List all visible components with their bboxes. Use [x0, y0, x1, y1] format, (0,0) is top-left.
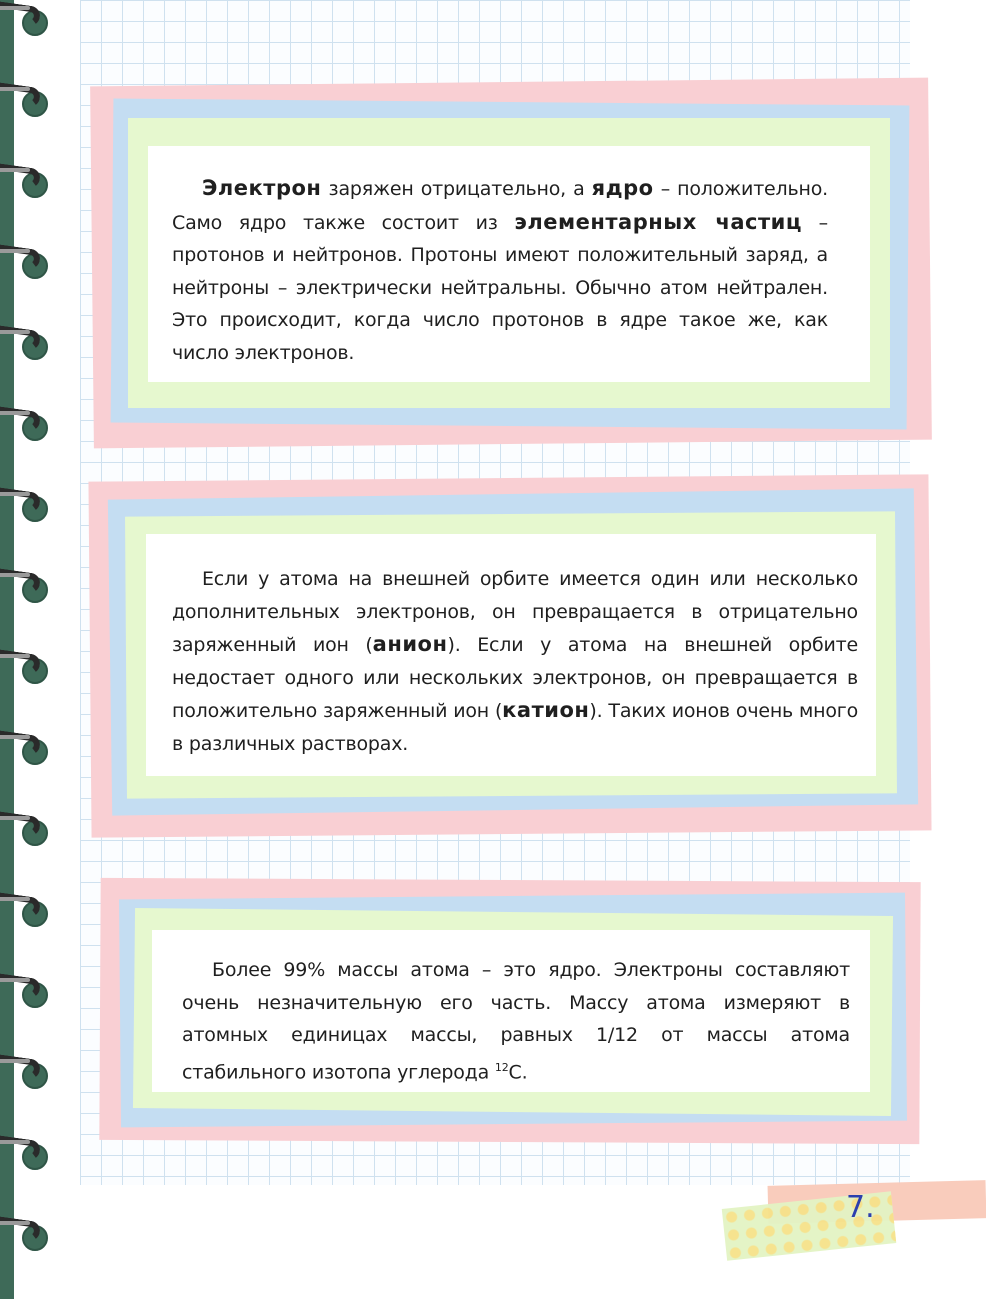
ring-shine [0, 1059, 30, 1063]
ring-wire [0, 1216, 41, 1242]
ring-wire [0, 973, 41, 999]
ring-shine [0, 573, 30, 577]
ring-wire [0, 487, 41, 513]
ring-wire [0, 163, 41, 189]
ring-wire [0, 244, 41, 270]
page-number: 7. [846, 1190, 875, 1225]
spiral-ring [0, 976, 50, 1002]
ring-wire [0, 649, 41, 675]
paragraph-electron: Электрон заряжен отрицательно, а ядро – положительно. Само ядро также состоит из элементарных частиц – протонов и нейтронов. Протоны имеют положительный заряд, а нейтроны – электрически нейтральны. Обычно атом нейтрален. Это происходит, когда число протонов в ядре такое же, как число электронов. [172, 176, 828, 364]
ring-wire [0, 82, 41, 108]
spiral-ring [0, 814, 50, 840]
term-anion: анион [372, 632, 448, 656]
ring-shine [0, 249, 30, 253]
spiral-ring [0, 1057, 50, 1083]
ring-wire [0, 406, 41, 432]
spiral-ring [0, 4, 50, 30]
ring-wire [0, 892, 41, 918]
ring-shine [0, 816, 30, 820]
ring-shine [0, 1140, 30, 1144]
ring-shine [0, 330, 30, 334]
ring-wire [0, 1, 41, 27]
ring-shine [0, 168, 30, 172]
ring-shine [0, 87, 30, 91]
spiral-ring [0, 1138, 50, 1164]
ring-shine [0, 897, 30, 901]
ring-shine [0, 6, 30, 10]
ring-shine [0, 1221, 30, 1225]
term-cation: катион [502, 698, 590, 722]
spiral-ring [0, 328, 50, 354]
spiral-ring [0, 571, 50, 597]
paragraph-ions: Если у атома на внешней орбите имеется один или несколько дополнительных электронов, он превращается в отрицательно заряженный ион (анион). Если у атома на внешней орбите недостает одного или нескольких электронов, он превращается в положительно заряженный ион (катион). Таких ионов очень много в различных растворах. [172, 568, 859, 755]
ring-shine [0, 492, 30, 496]
spiral-ring [0, 409, 50, 435]
ring-shine [0, 735, 30, 739]
ring-wire [0, 811, 41, 837]
ring-wire [0, 730, 41, 756]
term-nucleus: ядро [591, 176, 654, 200]
ring-shine [0, 978, 30, 982]
ring-wire [0, 568, 41, 594]
ring-wire [0, 325, 41, 351]
paragraph-mass: Более 99% массы атома – это ядро. Электроны составляют очень незначительную его часть. Массу атома измеряют в атомных единицах массы, равных 1/12 от массы атома стабильного изотопа углерода $^{12}$C. [182, 959, 850, 1083]
spiral-ring [0, 1219, 50, 1245]
ring-shine [0, 411, 30, 415]
term-elementary-particles: элементарных частиц [514, 209, 802, 234]
spiral-ring [0, 247, 50, 273]
spiral-ring [0, 85, 50, 111]
spiral-ring [0, 166, 50, 192]
spiral-ring [0, 733, 50, 759]
ring-shine [0, 654, 30, 658]
spiral-ring [0, 652, 50, 678]
ring-wire [0, 1135, 41, 1161]
term-electron: Электрон [202, 176, 322, 200]
isotope-superscript: 12 [494, 1060, 509, 1074]
spiral-ring [0, 490, 50, 516]
ring-wire [0, 1054, 41, 1080]
spiral-ring [0, 895, 50, 921]
